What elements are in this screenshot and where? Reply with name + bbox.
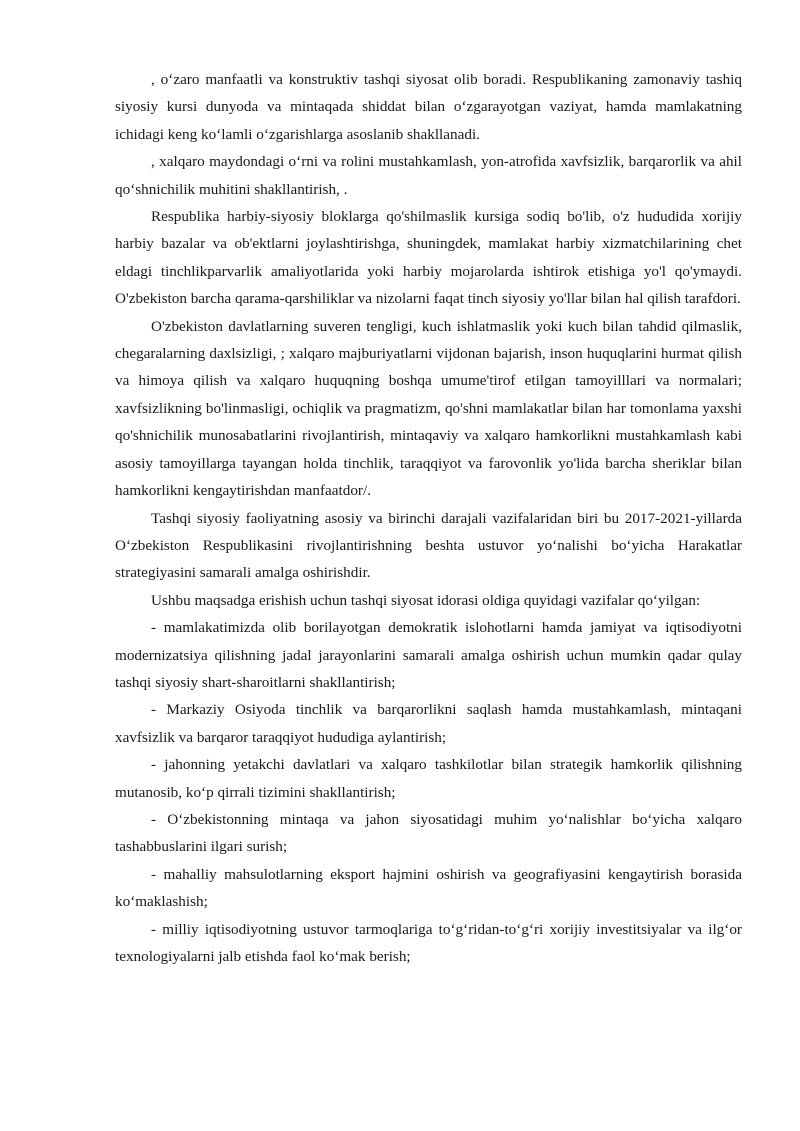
list-item-1: - mamlakatimizda olib borilayotgan demokratik islohotlarni hamda jamiyat va iqtisodiyotni modernizatsiya qilishning jadal jarayonlarini samarali amalga oshirish uchun mumkin qadar qulay tashqi siyosiy shart-sharoitlarni shakllantirish; (115, 619, 742, 691)
document-page (115, 66, 742, 970)
list-item-4: - O‘zbekistonning mintaqa va jahon siyosatidagi muhim yo‘nalishlar bo‘yicha xalqaro tashabbuslarini ilgari surish; (115, 810, 742, 856)
list-item-6: - milliy iqtisodiyotning ustuvor tarmoqlariga to‘g‘ridan-to‘g‘ri xorijiy investitsiyalar va ilg‘or texnologiyalarni jalb etishda faol ko‘mak berish; (115, 920, 742, 965)
paragraph-2: , xalqaro maydondagi o‘rni va rolini mustahkamlash, yon-atrofida xavfsizlik, barqarorlik va ahil qo‘shnichilik muhitini shakllantirish, . (115, 153, 742, 198)
list-item-2: - Markaziy Osiyoda tinchlik va barqarorlikni saqlash hamda mustahkamlash, mintaqani xavfsizlik va barqaror taraqqiyot hududiga aylantirish; (115, 701, 742, 746)
paragraph-1: , o‘zaro manfaatli va konstruktiv tashqi siyosat olib boradi. Respublikaning zamonaviy tashiq siyosiy kursi dunyoda va mintaqada shiddat bilan o‘zgarayotgan vaziyat, hamda mamlakatning ichidagi keng ko‘lamli o‘zgarishlarga asoslanib shakllanadi. (115, 71, 742, 143)
list-item-3: - jahonning yetakchi davlatlari va xalqaro tashkilotlar bilan strategik hamkorlik qilishning mutanosib, ko‘p qirrali tizimini shakllantirish; (115, 756, 742, 801)
list-item-5: - mahalliy mahsulotlarning eksport hajmini oshirish va geografiyasini kengaytirish borasida ko‘maklashish; (115, 865, 742, 911)
paragraph-4: O'zbekiston davlatlarning suveren tengligi, kuch ishlatmaslik yoki kuch bilan tahdid qilmaslik, chegaralarning daxlsizligi, ; xalqaro majburiyatlarni vijdonan bajarish, inson huquqlarini hurmat qilish va himoya qilish va xalqaro huquqning boshqa umume'tirof etilgan tamoyilllari va normalari; xavfsizlikning bo'linmasligi, ochiqlik va pragmatizm, qo'shni mamlakatlar bilan har tomonlama yaxshi qo'shnichilik munosabatlarini rivojlantirish, mintaqaviy va xalqaro hamkorlikni mustahkamlash kabi asosiy tamoyillarga tayangan holda tinchlik, taraqqiyot va farovonlik yo'lida barcha sheriklar bilan hamkorlikni kengaytirishdan manfaatdor/. (115, 317, 742, 500)
paragraph-3: Respublika harbiy-siyosiy bloklarga qo'shilmaslik kursiga sodiq bo'lib, o'z hududida xorijiy harbiy bazalar va ob'ektlarni joylashtirishga, shuningdek, mamlakat harbiy xizmatchilarining chet eldagi tinchlikparvarlik amaliyotlarida yoki harbiy mojarolarda ishtirok etishiga yo'l qo'ymaydi. O'zbekiston barcha qarama-qarshiliklar va nizolarni faqat tinch siyosiy yo'llar bilan hal qilish tarafdori. (115, 208, 742, 308)
paragraph-5: Tashqi siyosiy faoliyatning asosiy va birinchi darajali vazifalaridan biri bu 2017-2021-yillarda O‘zbekiston Respublikasini rivojlantirishning beshta ustuvor yo‘nalishi bo‘yicha Harakatlar strategiyasini samarali amalga oshirishdir. (115, 509, 742, 582)
paragraph-6: Ushbu maqsadga erishish uchun tashqi siyosat idorasi oldiga quyidagi vazifalar qo‘yilgan: (151, 591, 701, 609)
